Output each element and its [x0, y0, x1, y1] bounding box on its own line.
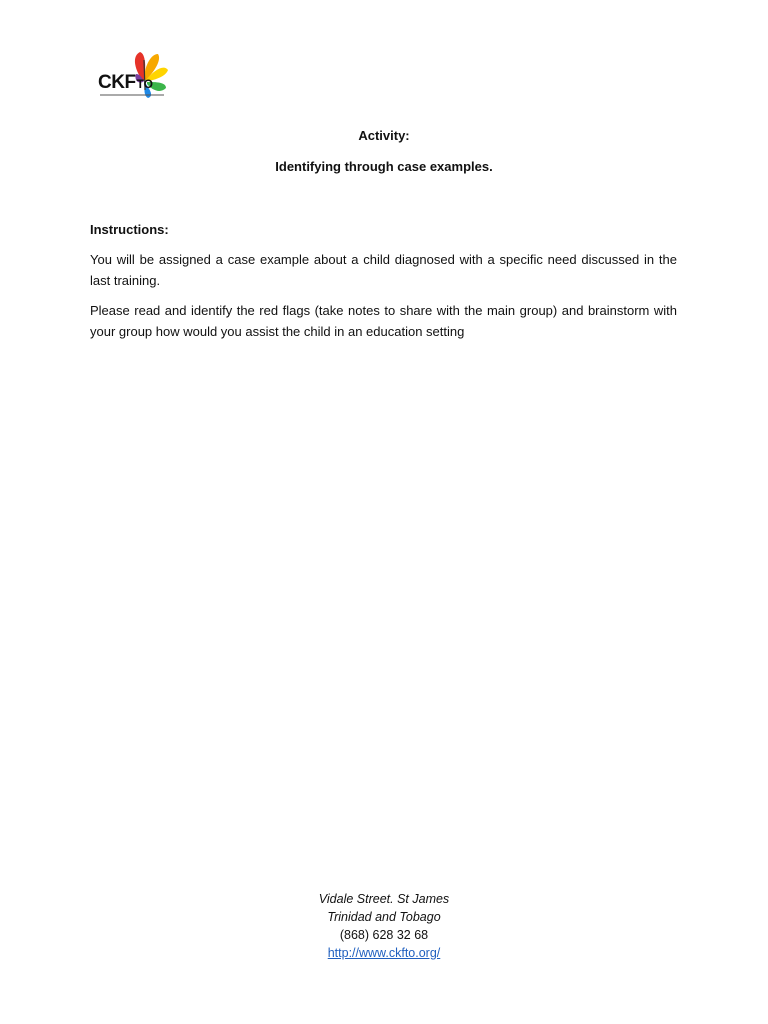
logo-text-sub: TO	[136, 77, 154, 91]
logo-wordmark	[98, 72, 153, 94]
logo-tagline	[100, 94, 164, 96]
subtitle-heading: Identifying through case examples.	[275, 159, 493, 174]
ckfto-logo	[98, 50, 170, 100]
activity-heading: Activity:	[358, 128, 410, 143]
instruction-paragraph-1: You will be assigned a case example about a child diagnosed with a specific need discussed in the last training.	[90, 252, 677, 288]
footer-website-link[interactable]: http://www.ckfto.org/	[327, 946, 441, 960]
instructions-label: Instructions:	[90, 222, 169, 237]
footer-street: Vidale Street. St James	[318, 892, 450, 906]
footer-phone: (868) 628 32 68	[339, 928, 429, 942]
logo-text-main: CKF	[98, 72, 136, 93]
instruction-paragraph-2: Please read and identify the red flags (take notes to share with the main group) and brainstorm with your group how would you assist the child in an education setting	[90, 303, 677, 339]
footer-country: Trinidad and Tobago	[327, 910, 441, 924]
footer	[0, 890, 768, 962]
